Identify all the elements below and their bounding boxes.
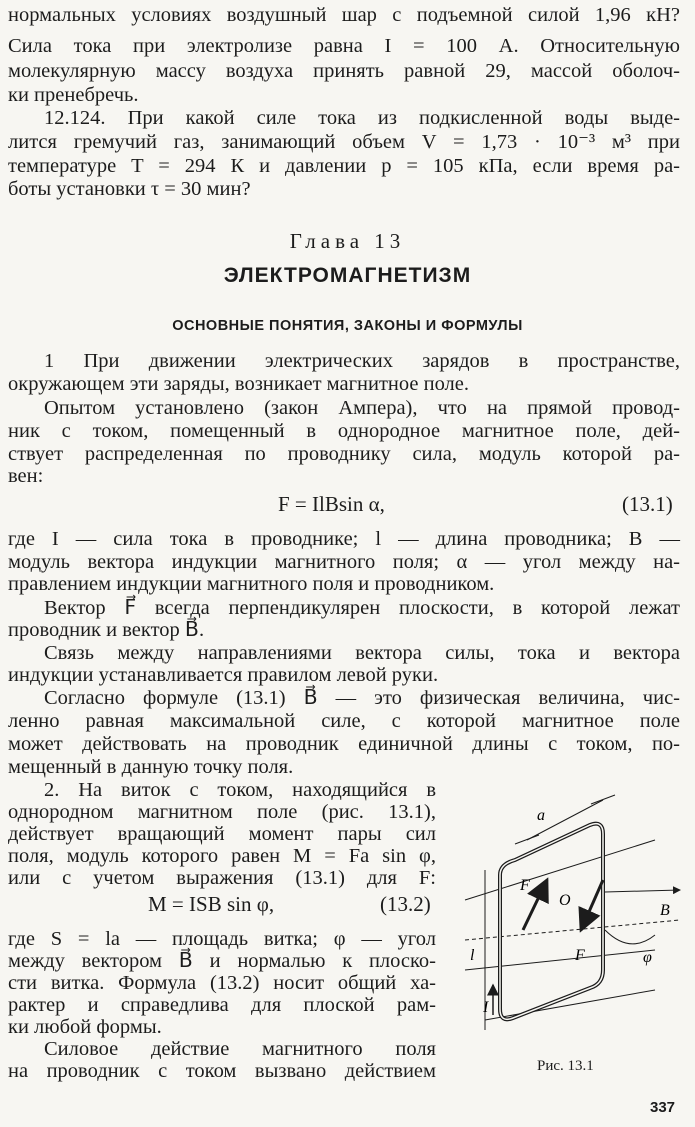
text-line: температуре T = 294 К и давлении p = 105 кПа, если время ра- xyxy=(8,155,680,177)
text-line: Опытом установлено (закон Ампера), что на прямой провод- xyxy=(44,397,680,419)
text-line: где S = la — площадь витка; φ — угол xyxy=(8,928,436,950)
text-line: Сила тока при электролизе равна I = 100 А. Относительную xyxy=(8,35,680,57)
text-line: на проводник с током вызвано действием xyxy=(8,1060,436,1082)
text-line: Силовое действие магнитного поля xyxy=(44,1038,436,1060)
text-line: модуль вектора индукции магнитного поля; α — угол между на- xyxy=(8,551,680,573)
wire-loop xyxy=(500,824,603,1020)
text-line: Вектор F⃗ всегда перпендикулярен плоскости, в которой лежат xyxy=(44,597,680,619)
label-i: I xyxy=(483,999,489,1016)
text-line: может действовать на проводник единичной длины с током, по- xyxy=(8,733,680,755)
equation-number: (13.2) xyxy=(380,892,431,916)
text-line: Согласно формуле (13.1) B⃗ — это физическая величина, чис- xyxy=(44,687,680,709)
text-line: проводник и вектор B⃗. xyxy=(8,619,205,641)
text-line: рактер и справедлива для плоской рам- xyxy=(8,994,436,1016)
formula-13-2: M = ISB sin φ, xyxy=(148,892,275,916)
text-line: 2. На виток с током, находящийся в xyxy=(44,779,436,801)
label-b: B⃗ xyxy=(660,902,683,919)
text-line: поля, модуль которого равен M = Fa sin φ, xyxy=(8,845,436,867)
label-l: l xyxy=(470,947,475,964)
formula-13-1: F = IlBsin α, xyxy=(278,492,385,516)
text-line: ствует распределенная по проводнику сила, модуль которой ра- xyxy=(8,443,680,465)
text-line: молекулярную массу воздуха принять равной 29, массой оболоч- xyxy=(8,60,680,82)
text-line: сти витка. Формула (13.2) носит общий ха- xyxy=(8,972,436,994)
section-heading: ОСНОВНЫЕ ПОНЯТИЯ, ЗАКОНЫ И ФОРМУЛЫ xyxy=(172,318,523,334)
chapter-title: ЭЛЕКТРОМАГНЕТИЗМ xyxy=(223,264,472,287)
text-line: действует вращающий момент пары сил xyxy=(8,823,436,845)
text-line: где I — сила тока в проводнике; l — длина проводника; B — xyxy=(8,528,680,550)
text-line: правлением индукции магнитного поля и проводником. xyxy=(8,573,495,595)
text-line: нормальных условиях воздушный шар с подъемной силой 1,96 кН? xyxy=(8,4,680,26)
text-line: боты установки τ = 30 мин? xyxy=(8,178,251,200)
text-line: вен: xyxy=(8,465,44,487)
text-line: 1 При движении электрических зарядов в пространстве, xyxy=(44,350,680,372)
text-line: ленно равная максимальной силе, с которой магнитное поле xyxy=(8,710,680,732)
label-o: O xyxy=(559,892,571,909)
text-line: мещенный в данную точку поля. xyxy=(8,756,294,778)
text-line: Связь между направлениями вектора силы, тока и вектора xyxy=(44,642,680,664)
text-line: окружающем эти заряды, возникает магнитное поле. xyxy=(8,373,470,395)
current-loop-figure xyxy=(455,780,690,1050)
text-line: лится гремучий газ, занимающий объем V = 1,73 · 10⁻³ м³ при xyxy=(8,131,680,153)
label-phi: φ xyxy=(643,949,652,966)
text-line: ник с током, помещенный в однородное магнитное поле, дей- xyxy=(8,420,680,442)
text-line: индукции устанавливается правилом левой руки. xyxy=(8,664,439,686)
text-line: или с учетом выражения (13.1) для F: xyxy=(8,867,436,889)
chapter-number: Глава 13 xyxy=(289,229,406,253)
problem-number-line: 12.124. При какой силе тока из подкисленной воды выде- xyxy=(44,107,680,129)
label-force-top: F⃗ xyxy=(520,877,543,894)
equation-number: (13.1) xyxy=(622,492,673,516)
label-a: a xyxy=(537,807,545,824)
page-number: 337 xyxy=(650,1099,676,1116)
text-line: ки любой формы. xyxy=(8,1016,162,1038)
text-line: ки пренебречь. xyxy=(8,84,139,106)
figure-caption: Рис. 13.1 xyxy=(537,1058,594,1074)
text-line: однородном магнитном поле (рис. 13.1), xyxy=(8,801,436,823)
text-line: между вектором B⃗ и нормалью к плоско- xyxy=(8,950,436,972)
label-force-bottom: F⃗ xyxy=(575,947,598,964)
